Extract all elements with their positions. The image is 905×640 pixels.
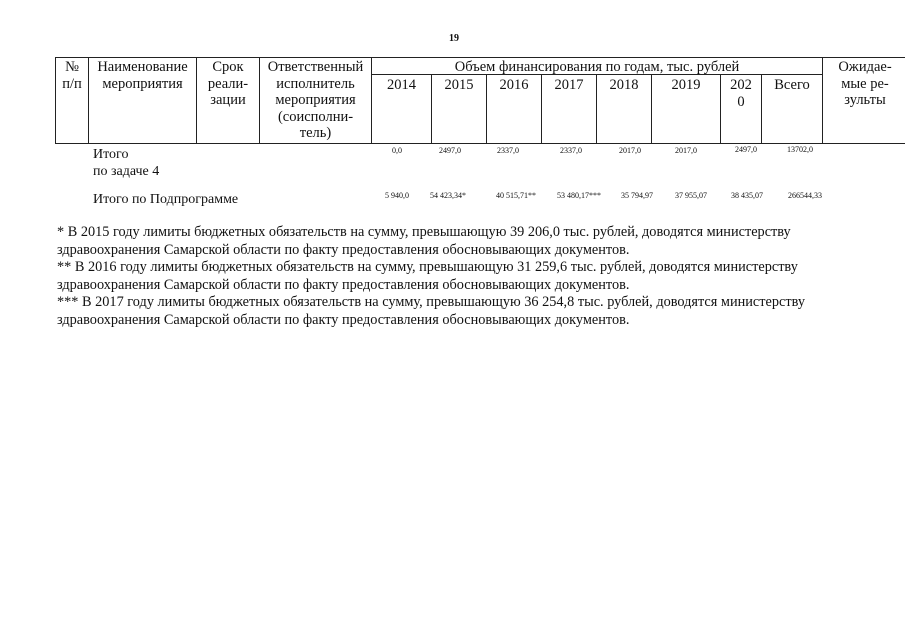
- row-label-task4: Итого по задаче 4: [93, 147, 160, 179]
- table-cell: 2497,0: [439, 146, 461, 155]
- table-cell: 40 515,71**: [496, 191, 536, 200]
- table-cell: 54 423,34*: [430, 191, 466, 200]
- table-cell: 37 955,07: [675, 191, 707, 200]
- table-cell: 266544,33: [788, 191, 822, 200]
- header-year: 2016: [499, 77, 529, 93]
- footnotes: [57, 224, 865, 329]
- header-year: 2018: [609, 77, 639, 93]
- table-cell: 53 480,17***: [557, 191, 601, 200]
- col-border: [822, 57, 823, 144]
- table-cell: 2017,0: [619, 146, 641, 155]
- table-top-border: [55, 57, 905, 58]
- table-cell: 35 794,97: [621, 191, 653, 200]
- footnote: *** В 2017 году лимиты бюджетных обязательств на сумму, превышающую 36 254,8 тыс. рублей, доводятся министерству здравоохранения Самарской области по факту предоставления обосновывающих документов.: [57, 294, 805, 328]
- header-num: № п/п: [62, 59, 82, 92]
- header-expected: Ожидае- мые ре- зульты: [838, 59, 892, 108]
- footnote: ** В 2016 году лимиты бюджетных обязательств на сумму, превышающую 31 259,6 тыс. рублей, доводятся министерству здравоохранения Самарской области по факту предоставления обосновывающих документов.: [57, 259, 798, 293]
- page-number: 19: [449, 33, 459, 44]
- header-year-2020: 202 0: [730, 77, 752, 110]
- table-cell: 5 940,0: [385, 191, 409, 200]
- table-cell: 2337,0: [497, 146, 519, 155]
- table-cell: 38 435,07: [731, 191, 763, 200]
- table-cell: 2337,0: [560, 146, 582, 155]
- table-cell: 2497,0: [735, 145, 757, 154]
- header-year: 2017: [554, 77, 584, 93]
- header-name: Наименование мероприятия: [97, 59, 188, 92]
- footnote: * В 2015 году лимиты бюджетных обязательств на сумму, превышающую 39 206,0 тыс. рублей, доводятся министерству здравоохранения Самарской области по факту предоставления обосновывающих документов.: [57, 224, 791, 258]
- table-header-bottom-border: [55, 143, 905, 144]
- table-cell: 2017,0: [675, 146, 697, 155]
- row-label-subprogram: Итого по Подпрограмме: [93, 192, 239, 207]
- header-funding-title: Объем финансирования по годам, тыс. рублей: [454, 59, 740, 75]
- table-cell: 13702,0: [787, 145, 813, 154]
- header-year: 2019: [671, 77, 701, 93]
- header-responsible: Ответственный исполнитель мероприятия (соисполни- тель): [267, 59, 364, 141]
- header-year: 2014: [387, 77, 416, 93]
- header-total: Всего: [774, 77, 810, 93]
- table-cell: 0,0: [392, 146, 402, 155]
- header-year: 2015: [444, 77, 474, 93]
- header-term: Срок реали- зации: [207, 59, 249, 108]
